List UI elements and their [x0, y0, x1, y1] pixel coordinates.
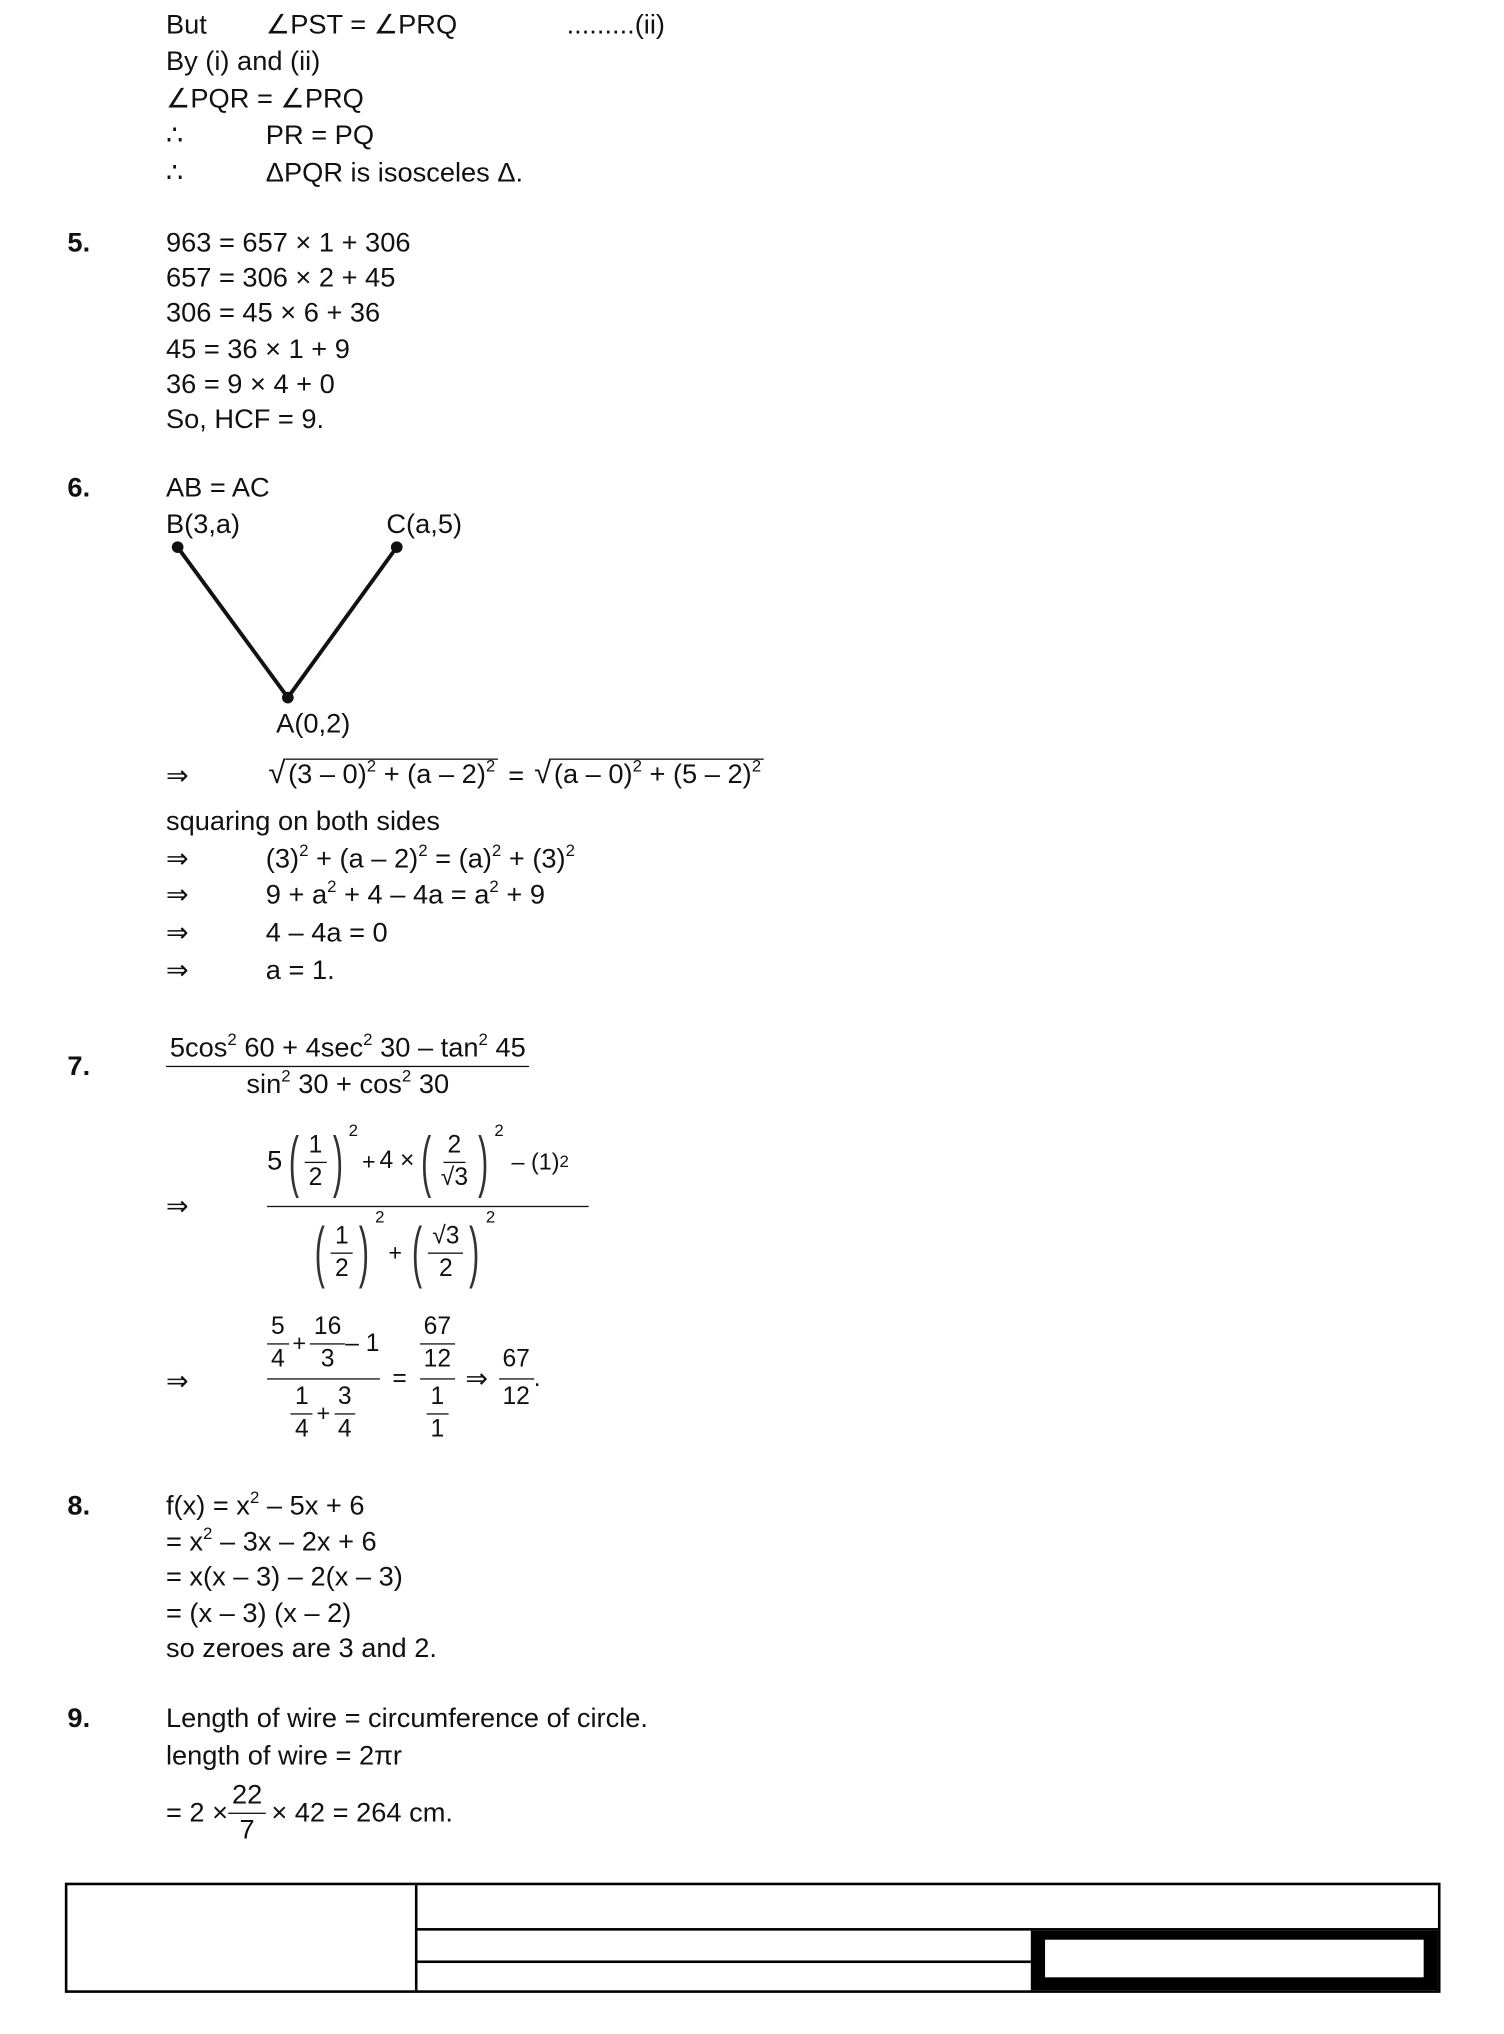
q8-line: [165, 1523, 377, 1560]
q8-line: [165, 1487, 365, 1524]
radical-icon: √: [268, 755, 286, 791]
implies-symbol: ⇒: [165, 1191, 189, 1222]
squaring-line: squaring on both sides: [165, 806, 440, 837]
q6-step: [265, 876, 545, 913]
q6-step: [265, 840, 576, 877]
text-segment: 45: [487, 1033, 526, 1064]
q5-line: 657 = 306 × 2 + 45: [165, 263, 396, 294]
question-number: 9.: [67, 1703, 91, 1734]
text-segment: a = 1.: [265, 955, 335, 986]
point-c: [391, 541, 403, 553]
q8-line: [166, 1597, 351, 1631]
footer-inner-box: [1045, 1940, 1424, 1978]
numerator: [166, 1031, 530, 1067]
text-segment: + 9: [498, 880, 545, 911]
radicand: [551, 755, 763, 791]
superscript: 2: [489, 876, 499, 896]
pr-pq-line: PR = PQ: [265, 120, 375, 151]
therefore-symbol: ∴: [165, 158, 184, 189]
question-number: 5.: [67, 228, 91, 259]
implies-symbol: ⇒: [165, 955, 189, 986]
divider: [418, 1960, 1031, 1963]
superscript: 2: [485, 755, 496, 776]
implies-symbol: ⇒: [165, 1366, 189, 1397]
radical-icon: √: [534, 755, 552, 791]
text-segment: (a – 0): [553, 759, 633, 790]
text-segment: + (5 – 2): [641, 759, 752, 790]
superscript: 2: [281, 1065, 291, 1086]
footer-black-box: [1031, 1931, 1438, 1991]
q5-line: 306 = 45 × 6 + 36: [165, 298, 381, 329]
implies-symbol: ⇒: [165, 880, 189, 911]
text-segment: = (x – 3) (x – 2): [165, 1598, 352, 1629]
text-segment: + (a – 2): [308, 844, 419, 874]
superscript: 2: [478, 1029, 488, 1049]
superscript: 2: [327, 876, 337, 896]
superscript: 2: [366, 755, 377, 776]
angle-eq-line: ∠PQR = ∠PRQ: [165, 84, 364, 115]
superscript: 2: [227, 1029, 237, 1049]
radical-icon: √: [440, 1163, 455, 1191]
q9-calculation: = 2 × $\frac{22}{7}$ × 42 = 264 cm.: [165, 1780, 453, 1846]
text-segment: = (a): [427, 844, 492, 874]
text-segment: 30: [411, 1069, 450, 1100]
conclusion-line: ΔPQR is isosceles Δ.: [265, 158, 524, 189]
segment-ab: [178, 547, 288, 697]
text-segment: = x: [165, 1527, 204, 1558]
radical-icon: √: [432, 1222, 446, 1250]
numerator: 5 ( $\frac{1}{2}$ ) 2 + 4 × ( $\frac{2}{√3}$ ) 2 – (1) 2: [267, 1118, 589, 1207]
question-number: 6.: [67, 473, 91, 504]
point-a: [282, 692, 294, 704]
text-segment: + (a – 2): [376, 759, 486, 790]
text-segment: 4 – 4a = 0: [265, 917, 388, 948]
implies-symbol: ⇒: [165, 844, 189, 874]
text-segment: 5cos: [169, 1033, 228, 1064]
substituted-fraction: [267, 1118, 589, 1298]
q8-line: [166, 1632, 437, 1666]
question-number: 8.: [67, 1491, 91, 1521]
segment-ac: [288, 547, 397, 697]
text-segment: 9 + a: [265, 880, 328, 911]
simplified-expression: $\frac{5}{4}$ + $\frac{16}{3}$ – 1 $\frac{1}{4}$ + $\frac{3}{4}$ = $\frac{\frac{67}{12}}{\frac{1}{1}}$ ⇒ $\frac{67}{12}$ .: [267, 1312, 541, 1446]
q5-line: So, HCF = 9.: [165, 404, 325, 435]
superscript: 2: [363, 1029, 373, 1049]
q6-step: [266, 954, 335, 988]
equals-sign: =: [508, 761, 525, 791]
text-segment: 30 + cos: [290, 1069, 402, 1100]
point-b: [172, 541, 184, 553]
denominator: ( $\frac{1}{2}$ ) 2 + ( $\frac{√3}{2}$ ) 2: [314, 1207, 496, 1291]
trig-fraction: [166, 1031, 530, 1102]
q9-line: Length of wire = circumference of circle.: [165, 1703, 648, 1734]
superscript: 2: [632, 755, 642, 776]
q5-line: 36 = 9 × 4 + 0: [165, 369, 335, 400]
q5-line: 963 = 657 × 1 + 306: [165, 228, 411, 259]
text-segment: (3): [265, 844, 300, 874]
denominator: [243, 1067, 453, 1102]
point-c-label: C(a,5): [386, 509, 463, 540]
q6-step: [266, 917, 388, 951]
sqrt-right: [534, 755, 763, 799]
text-segment: (3 – 0): [288, 759, 367, 790]
point-b-label: B(3,a): [165, 509, 241, 540]
text-segment: sin: [246, 1069, 282, 1100]
footer-table: [65, 1883, 1441, 1993]
text-segment: f(x) = x: [165, 1491, 250, 1521]
by-line: By (i) and (ii): [165, 46, 321, 77]
superscript: 2: [491, 840, 502, 860]
q9-line: length of wire = 2πr: [165, 1741, 402, 1772]
triangle-diagram: [0, 0, 519, 726]
question-number: 7.: [67, 1051, 91, 1082]
implies-symbol: ⇒: [165, 761, 189, 791]
text-segment: 30 – tan: [372, 1033, 479, 1064]
implies-symbol: ⇒: [165, 917, 189, 948]
text-segment: + 4 – 4a = a: [336, 880, 490, 911]
superscript: 2: [751, 755, 762, 776]
therefore-symbol: ∴: [165, 120, 184, 151]
angle-equation: ∠PST = ∠PRQ: [265, 10, 458, 41]
text-segment: 60 + 4sec: [236, 1033, 364, 1064]
text-segment: so zeroes are 3 and 2.: [165, 1633, 437, 1664]
point-a-label: A(0,2): [276, 709, 351, 740]
equation-ref: .........(ii): [566, 10, 665, 41]
text-segment: = x(x – 3) – 2(x – 3): [165, 1562, 403, 1593]
given-line: AB = AC: [165, 473, 270, 504]
text-segment: – 5x + 6: [259, 1491, 365, 1521]
sqrt-left: [268, 755, 497, 799]
superscript: 2: [249, 1487, 260, 1507]
radicand: [285, 755, 497, 791]
superscript: 2: [418, 840, 428, 860]
superscript: 2: [203, 1523, 213, 1543]
divider: [415, 1885, 418, 1990]
superscript: 2: [299, 840, 309, 860]
q8-line: [166, 1561, 403, 1595]
q5-line: 45 = 36 × 1 + 9: [165, 334, 350, 365]
text-segment: + (3): [501, 844, 566, 874]
superscript: 2: [401, 1065, 412, 1086]
superscript: 2: [565, 840, 576, 860]
text-segment: – 3x – 2x + 6: [212, 1527, 377, 1558]
but-label: But: [165, 10, 207, 41]
